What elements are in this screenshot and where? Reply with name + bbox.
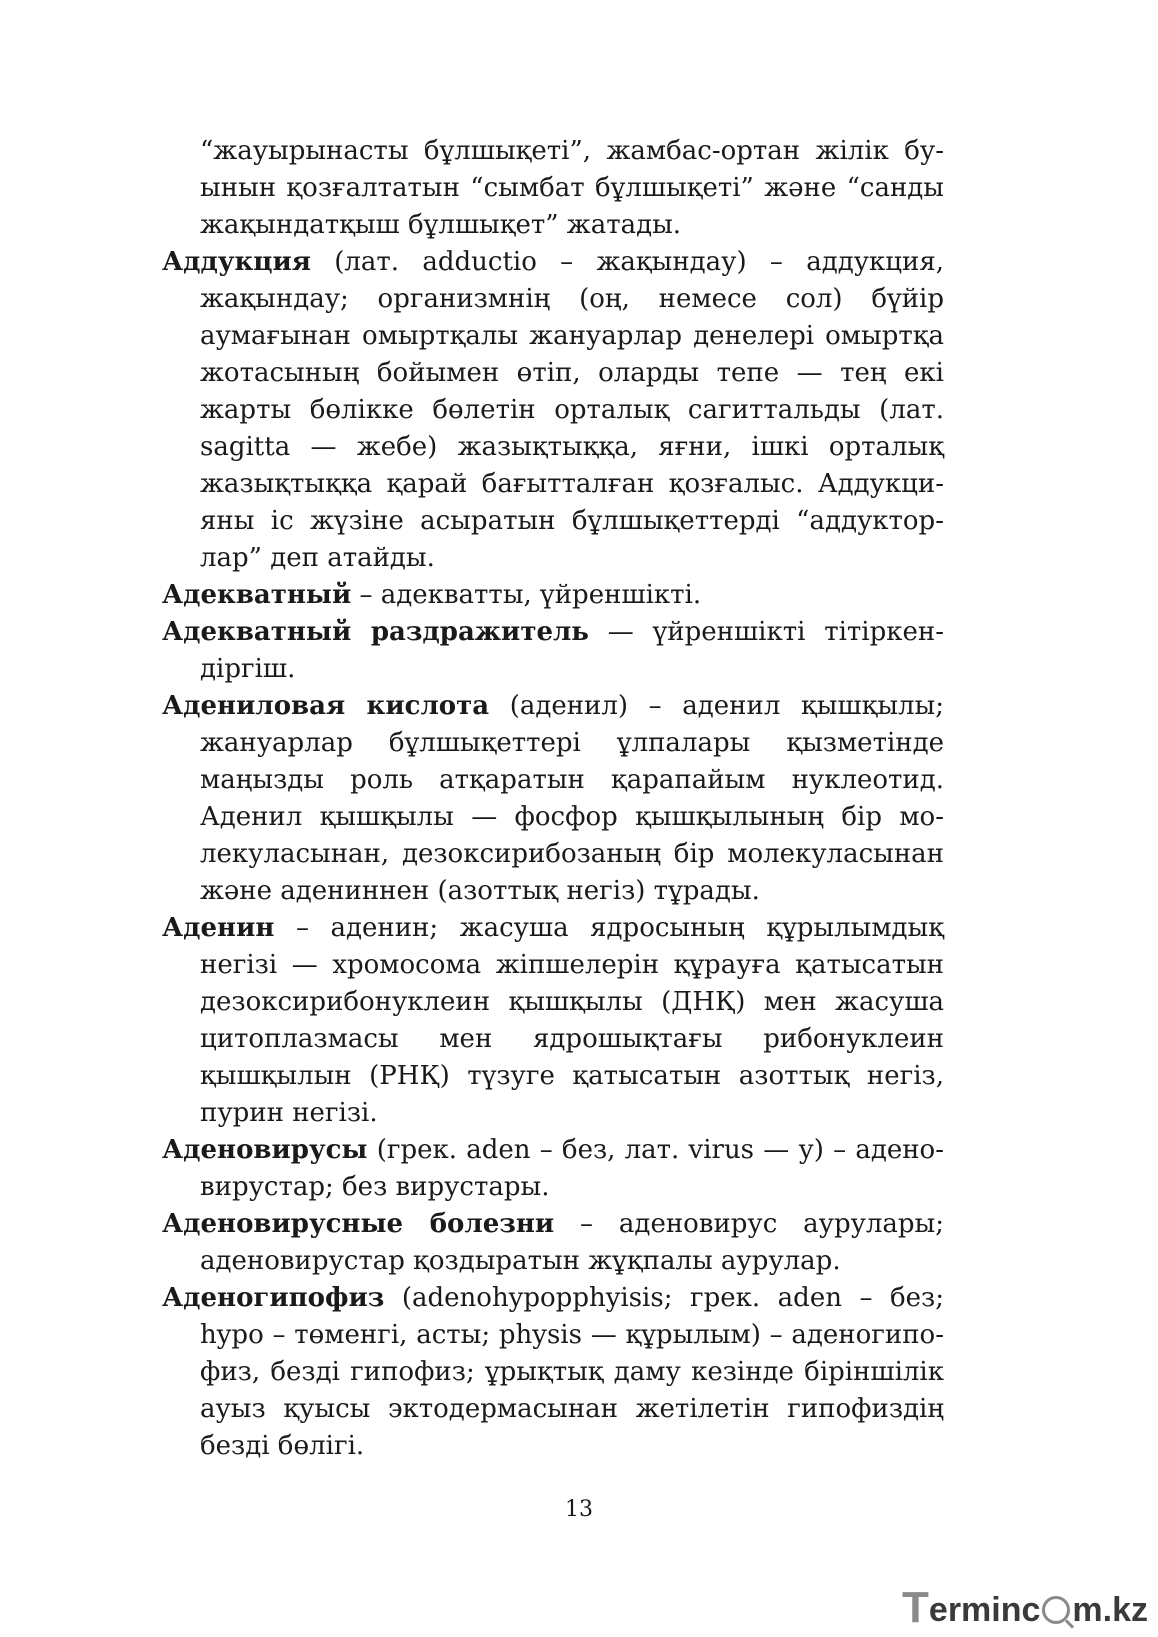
entry-term: Адекватный раздражитель	[162, 617, 589, 647]
entry-text: (лат. adductio – жақындау) – аддукция, жақындау; организмнің (оң, немесе сол) бүйір аумағынан омыртқалы жануарлар денелері омыртқа жотасының бойымен өтіп, оларды тепе — тең екі жарты бөлікке бөлетін орталық сагиттальды (лат. sagitta — жебе) жазықтыққа, яғни, ішкі орталық жазықтыққа қарай бағытталған қозғалыс. Аддукцияны іс жүзіне асыратын бұлшықеттерді “аддукторлар” деп атайды.	[200, 247, 944, 573]
entry-term: Аденовирусные болезни	[162, 1209, 555, 1239]
watermark-middle-text: erminc	[928, 1591, 1041, 1629]
magnifier-icon	[1042, 1596, 1070, 1624]
entry-text: — үйреншікті тітіркендіргіш.	[200, 617, 944, 684]
dictionary-content	[162, 133, 944, 1465]
entry-term: Адениловая кислота	[162, 691, 490, 721]
dictionary-entry-adequate-stimulus	[162, 614, 944, 688]
entry-text: – адекватты, үйреншікті.	[351, 580, 702, 610]
dictionary-entry-adequate	[162, 577, 944, 614]
entry-text: “жауырынасты бұлшықеті”, жамбас-ортан жілік буынын қозғалтатын “сымбат бұлшықеті” және “санды жақындатқыш бұлшықет” жатады.	[200, 136, 944, 240]
page-number: 13	[565, 1497, 593, 1522]
entry-text: (аденил) – аденил қышқылы; жануарлар бұлшықеттері ұлпалары қызметінде маңызды роль атқаратын қарапайым нуклеотид. Аденил қышқылы — фосфор қышқылының бір молекуласынан, дезоксирибозаның бір молекуласынан және адениннен (азоттық негіз) тұрады.	[200, 691, 944, 906]
watermark-domain-text: m.kz	[1072, 1591, 1148, 1629]
entry-term: Аденовирусы	[162, 1135, 368, 1165]
entry-text: – аденовирус аурулары; аденовирустар қоздыратын жұқпалы аурулар.	[200, 1209, 945, 1276]
entry-text: – аденин; жасуша ядросының құрылымдық негізі — хромосома жіпшелерін құрауға қатысатын дезоксирибонуклеин қышқылы (ДНҚ) мен жасуша цитоплазмасы мен ядрошықтағы рибонуклеин қышқылын (РНҚ) түзуге қатысатын азоттық негіз, пурин негізі.	[200, 913, 944, 1128]
dictionary-entry-adduction	[162, 244, 944, 577]
watermark-first-letter: T	[902, 1583, 929, 1632]
entry-term: Адекватный	[162, 580, 352, 610]
dictionary-entry-adenohypophysis	[162, 1280, 944, 1465]
entry-term: Аденин	[162, 913, 275, 943]
dictionary-entry-adenovirus-diseases	[162, 1206, 944, 1280]
termincom-watermark-logo	[902, 1584, 1148, 1630]
dictionary-entry-adenine	[162, 910, 944, 1132]
dictionary-entry-continuation	[162, 133, 944, 244]
dictionary-entry-adenoviruses	[162, 1132, 944, 1206]
dictionary-entry-adenylic-acid	[162, 688, 944, 910]
entry-text: (грек. aden – без, лат. virus — у) – аденовирустар; без вирустары.	[200, 1135, 944, 1202]
entry-term: Аденогипофиз	[162, 1283, 385, 1313]
entry-text: (adenohypopphyisis; грек. aden – без; hypo – төменгі, асты; physis — құрылым) – аденогипофиз, безді гипофиз; ұрықтық даму кезінде біріншілік ауыз қуысы эктодермасынан жетілетін гипофиздің безді бөлігі.	[200, 1283, 944, 1461]
entry-term: Аддукция	[162, 247, 311, 277]
